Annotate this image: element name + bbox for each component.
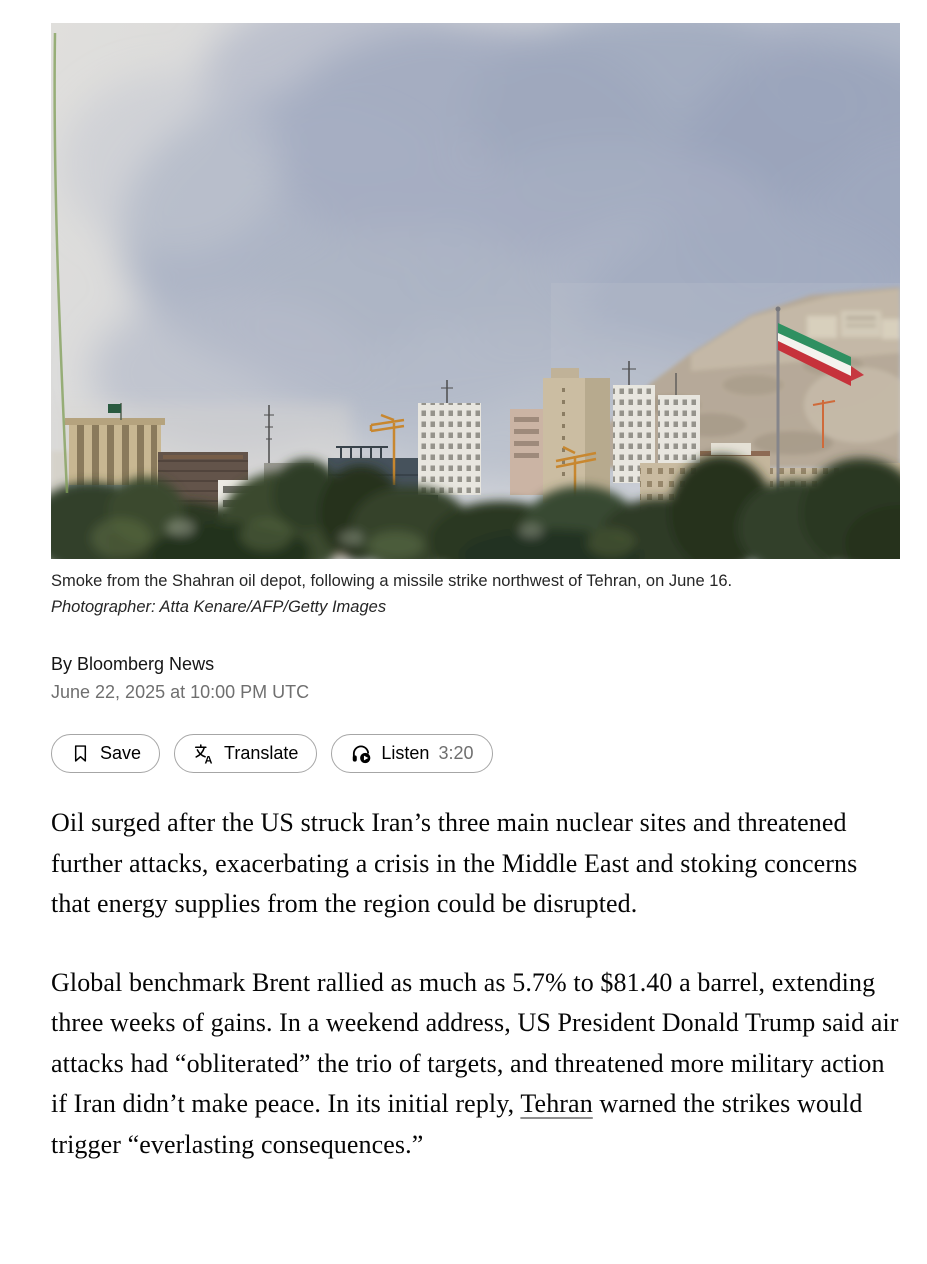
hero-image: [51, 23, 900, 559]
save-label: Save: [100, 743, 142, 763]
body-paragraph-1: Oil surged after the US struck Iran’s three main nuclear sites and threatened further attacks, exacerbating a crisis in the Middle East and stoking concerns that energy supplies from the region could be disrupted.: [51, 808, 858, 918]
bookmark-icon: [70, 743, 91, 764]
svg-text:A: A: [204, 754, 213, 765]
hero-figure: [51, 0, 900, 620]
caption-text: Smoke from the Shahran oil depot, following a missile strike northwest of Tehran, on June 16.: [51, 572, 733, 590]
byline: By Bloomberg News: [51, 654, 215, 674]
listen-button[interactable]: [331, 734, 492, 773]
article-toolbar: [51, 734, 900, 773]
tehran-link[interactable]: Tehran: [520, 1089, 593, 1118]
byline-block: [51, 654, 900, 702]
image-caption: [51, 569, 821, 620]
body-paragraph-2: [51, 963, 900, 1166]
article-page: [51, 0, 900, 1165]
listen-duration: 3:20: [438, 743, 474, 763]
paragraph-text: Global benchmark Brent rallied as much as 5.7% to $81.40 a barrel, extending three weeks of gains. In a weekend address, US President Donald Trump said air attacks had “obliterated” the trio of targets, and threatened more military action if Iran didn’t make peace. In its initial reply,: [51, 967, 899, 1118]
article-body: [51, 803, 900, 1165]
headphones-icon: [350, 743, 372, 765]
translate-icon: [193, 743, 215, 765]
dateline: June 22, 2025 at 10:00 PM UTC: [51, 682, 310, 702]
save-button[interactable]: [51, 734, 160, 773]
photo-credit: Photographer: Atta Kenare/AFP/Getty Images: [51, 597, 387, 616]
translate-button[interactable]: [174, 734, 317, 773]
listen-label: Listen: [381, 743, 430, 763]
translate-label: Translate: [224, 743, 299, 763]
paragraph-text: warned the strikes would trigger “everlasting consequences.”: [51, 1089, 863, 1159]
